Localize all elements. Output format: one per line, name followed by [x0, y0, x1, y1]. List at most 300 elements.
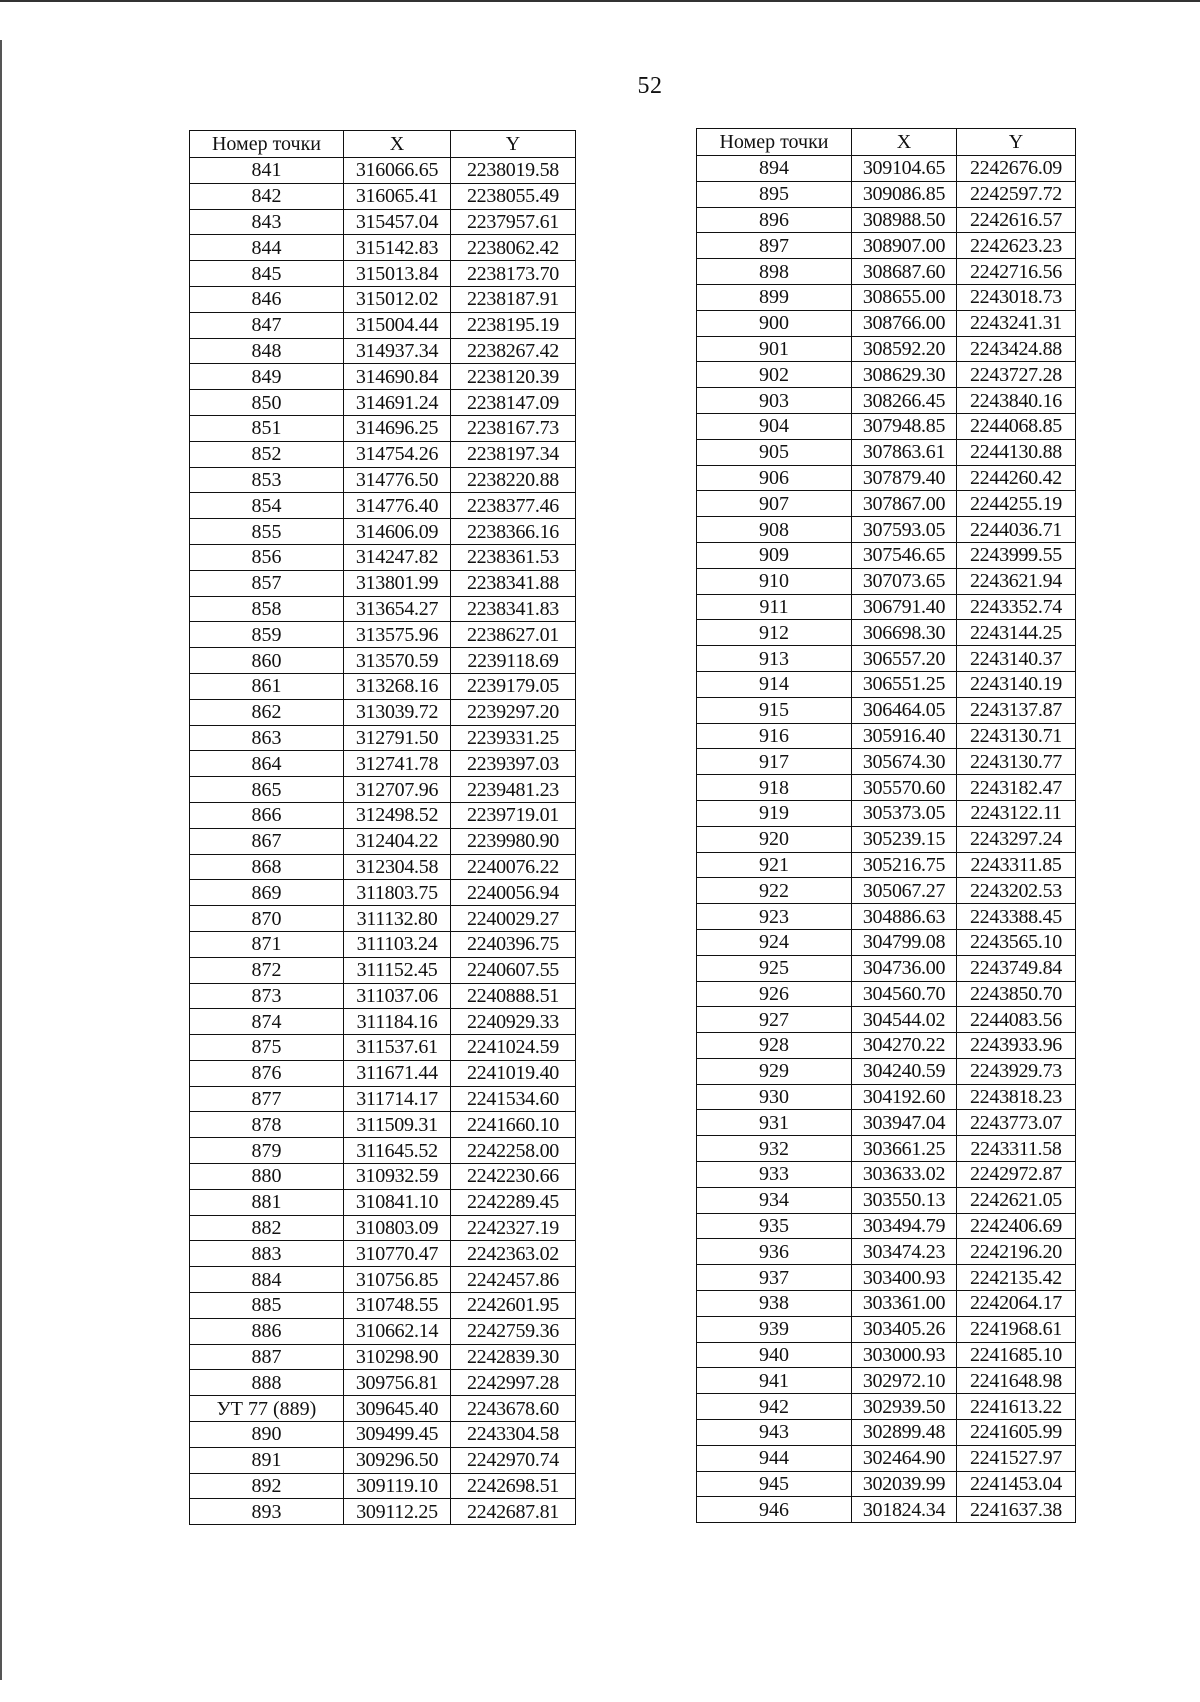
- cell-y: 2244036.71: [957, 517, 1076, 543]
- table-row: [190, 1293, 576, 1319]
- cell-x: 302464.90: [852, 1445, 957, 1471]
- cell-point-number: 941: [697, 1368, 852, 1394]
- cell-y: 2238173.70: [451, 261, 576, 287]
- table-row: [697, 1316, 1076, 1342]
- cell-y: 2238055.49: [451, 183, 576, 209]
- cell-point-number: 886: [190, 1318, 344, 1344]
- cell-y: 2238366.16: [451, 519, 576, 545]
- cell-x: 303661.25: [852, 1136, 957, 1162]
- table-row: [697, 1471, 1076, 1497]
- cell-point-number: 859: [190, 622, 344, 648]
- table-row: [190, 1086, 576, 1112]
- table-row: [697, 1213, 1076, 1239]
- cell-x: 305067.27: [852, 878, 957, 904]
- cell-point-number: 877: [190, 1086, 344, 1112]
- cell-y: 2242457.86: [451, 1267, 576, 1293]
- cell-x: 313570.59: [344, 648, 451, 674]
- cell-x: 307863.61: [852, 439, 957, 465]
- cell-point-number: 931: [697, 1110, 852, 1136]
- cell-y: 2243297.24: [957, 826, 1076, 852]
- cell-x: 315004.44: [344, 312, 451, 338]
- cell-point-number: 858: [190, 596, 344, 622]
- cell-y: 2242327.19: [451, 1215, 576, 1241]
- cell-x: 303947.04: [852, 1110, 957, 1136]
- cell-x: 310748.55: [344, 1293, 451, 1319]
- cell-x: 307593.05: [852, 517, 957, 543]
- cell-x: 304886.63: [852, 904, 957, 930]
- cell-x: 311184.16: [344, 1009, 451, 1035]
- cell-point-number: 905: [697, 439, 852, 465]
- header-point-number: Номер точки: [697, 129, 852, 156]
- cell-point-number: 907: [697, 491, 852, 517]
- cell-x: 311037.06: [344, 983, 451, 1009]
- cell-y: 2243130.77: [957, 749, 1076, 775]
- table-row: [697, 388, 1076, 414]
- cell-y: 2241527.97: [957, 1445, 1076, 1471]
- cell-x: 314776.40: [344, 493, 451, 519]
- cell-point-number: 876: [190, 1060, 344, 1086]
- cell-x: 303000.93: [852, 1342, 957, 1368]
- cell-x: 310298.90: [344, 1344, 451, 1370]
- scan-top-edge: [0, 0, 1200, 2]
- cell-point-number: 926: [697, 981, 852, 1007]
- page-number: 52: [637, 73, 663, 99]
- cell-point-number: 853: [190, 467, 344, 493]
- header-y: Y: [451, 131, 576, 158]
- cell-x: 309296.50: [344, 1447, 451, 1473]
- cell-y: 2242759.36: [451, 1318, 576, 1344]
- table-row: [697, 284, 1076, 310]
- cell-y: 2240888.51: [451, 983, 576, 1009]
- cell-y: 2243621.94: [957, 568, 1076, 594]
- cell-y: 2242621.05: [957, 1187, 1076, 1213]
- cell-x: 316065.41: [344, 183, 451, 209]
- cell-point-number: 852: [190, 441, 344, 467]
- cell-y: 2238120.39: [451, 364, 576, 390]
- cell-y: 2244255.19: [957, 491, 1076, 517]
- cell-point-number: 875: [190, 1035, 344, 1061]
- cell-x: 312498.52: [344, 802, 451, 828]
- table-row: [697, 517, 1076, 543]
- cell-x: 303405.26: [852, 1316, 957, 1342]
- table-row: [697, 929, 1076, 955]
- cell-point-number: 865: [190, 777, 344, 803]
- cell-x: 302972.10: [852, 1368, 957, 1394]
- table-row: [190, 1422, 576, 1448]
- cell-y: 2243241.31: [957, 310, 1076, 336]
- cell-y: 2243144.25: [957, 620, 1076, 646]
- cell-y: 2243311.85: [957, 852, 1076, 878]
- cell-x: 312741.78: [344, 751, 451, 777]
- table-row: [190, 1344, 576, 1370]
- cell-y: 2243388.45: [957, 904, 1076, 930]
- cell-x: 315013.84: [344, 261, 451, 287]
- cell-x: 309104.65: [852, 156, 957, 182]
- cell-point-number: 946: [697, 1497, 852, 1523]
- table-header-row: [697, 129, 1076, 156]
- table-row: [697, 1394, 1076, 1420]
- cell-y: 2238147.09: [451, 390, 576, 416]
- cell-y: 2242698.51: [451, 1473, 576, 1499]
- table-row: [697, 671, 1076, 697]
- table-row: [190, 828, 576, 854]
- cell-y: 2240056.94: [451, 880, 576, 906]
- table-row: [190, 931, 576, 957]
- table-row: [190, 1060, 576, 1086]
- table-row: [190, 1215, 576, 1241]
- cell-x: 314754.26: [344, 441, 451, 467]
- table-row: [190, 467, 576, 493]
- cell-y: 2242363.02: [451, 1241, 576, 1267]
- cell-y: 2242716.56: [957, 259, 1076, 285]
- cell-y: 2244130.88: [957, 439, 1076, 465]
- table-row: [190, 1396, 576, 1422]
- table-row: [190, 1241, 576, 1267]
- cell-y: 2239118.69: [451, 648, 576, 674]
- cell-x: 314606.09: [344, 519, 451, 545]
- cell-y: 2239980.90: [451, 828, 576, 854]
- cell-point-number: 916: [697, 723, 852, 749]
- cell-y: 2238341.88: [451, 570, 576, 596]
- cell-point-number: 930: [697, 1084, 852, 1110]
- cell-x: 306791.40: [852, 594, 957, 620]
- cell-x: 314247.82: [344, 544, 451, 570]
- cell-point-number: 911: [697, 594, 852, 620]
- cell-x: 304240.59: [852, 1058, 957, 1084]
- cell-x: 307879.40: [852, 465, 957, 491]
- cell-point-number: 898: [697, 259, 852, 285]
- table-row: [697, 259, 1076, 285]
- table-row: [697, 1265, 1076, 1291]
- cell-x: 314696.25: [344, 415, 451, 441]
- cell-y: 2243352.74: [957, 594, 1076, 620]
- table-row: [697, 852, 1076, 878]
- table-row: [190, 622, 576, 648]
- table-row: [190, 751, 576, 777]
- table-row: [190, 1035, 576, 1061]
- cell-y: 2240076.22: [451, 854, 576, 880]
- cell-x: 315457.04: [344, 209, 451, 235]
- table-row: [190, 1138, 576, 1164]
- cell-y: 2238167.73: [451, 415, 576, 441]
- cell-x: 313039.72: [344, 699, 451, 725]
- cell-x: 310841.10: [344, 1189, 451, 1215]
- cell-point-number: 851: [190, 415, 344, 441]
- table-row: [190, 802, 576, 828]
- cell-x: 307867.00: [852, 491, 957, 517]
- table-row: [190, 777, 576, 803]
- table-row: [697, 955, 1076, 981]
- table-row: [190, 957, 576, 983]
- table-row: [697, 1497, 1076, 1523]
- cell-point-number: 891: [190, 1447, 344, 1473]
- cell-x: 305216.75: [852, 852, 957, 878]
- cell-point-number: 894: [697, 156, 852, 182]
- cell-y: 2237957.61: [451, 209, 576, 235]
- cell-point-number: 855: [190, 519, 344, 545]
- cell-x: 314691.24: [344, 390, 451, 416]
- cell-point-number: 887: [190, 1344, 344, 1370]
- cell-y: 2242135.42: [957, 1265, 1076, 1291]
- cell-point-number: 919: [697, 800, 852, 826]
- table-row: [697, 1368, 1076, 1394]
- cell-x: 303474.23: [852, 1239, 957, 1265]
- cell-y: 2241637.38: [957, 1497, 1076, 1523]
- table-row: [190, 364, 576, 390]
- table-row: [190, 1009, 576, 1035]
- table-row: [190, 235, 576, 261]
- cell-point-number: 942: [697, 1394, 852, 1420]
- table-row: [190, 390, 576, 416]
- cell-point-number: 854: [190, 493, 344, 519]
- cell-x: 314937.34: [344, 338, 451, 364]
- table-row: [190, 183, 576, 209]
- cell-point-number: 935: [697, 1213, 852, 1239]
- cell-x: 304799.08: [852, 929, 957, 955]
- cell-point-number: 904: [697, 413, 852, 439]
- cell-x: 303550.13: [852, 1187, 957, 1213]
- cell-x: 311509.31: [344, 1112, 451, 1138]
- cell-point-number: 915: [697, 697, 852, 723]
- cell-x: 306551.25: [852, 671, 957, 697]
- cell-point-number: 897: [697, 233, 852, 259]
- cell-y: 2243182.47: [957, 775, 1076, 801]
- table-row: [190, 1318, 576, 1344]
- cell-point-number: 936: [697, 1239, 852, 1265]
- cell-y: 2241613.22: [957, 1394, 1076, 1420]
- table-row: [697, 1058, 1076, 1084]
- table-row: [190, 286, 576, 312]
- cell-y: 2241648.98: [957, 1368, 1076, 1394]
- cell-y: 2238187.91: [451, 286, 576, 312]
- cell-point-number: 922: [697, 878, 852, 904]
- cell-y: 2238062.42: [451, 235, 576, 261]
- cell-x: 313268.16: [344, 673, 451, 699]
- table-row: [697, 310, 1076, 336]
- cell-x: 305239.15: [852, 826, 957, 852]
- cell-y: 2238361.53: [451, 544, 576, 570]
- cell-x: 309756.81: [344, 1370, 451, 1396]
- table-row: [697, 207, 1076, 233]
- table-row: [697, 1187, 1076, 1213]
- cell-point-number: 867: [190, 828, 344, 854]
- table-row: [190, 699, 576, 725]
- cell-y: 2243933.96: [957, 1033, 1076, 1059]
- cell-y: 2241660.10: [451, 1112, 576, 1138]
- cell-x: 312404.22: [344, 828, 451, 854]
- cell-point-number: 892: [190, 1473, 344, 1499]
- cell-point-number: 893: [190, 1499, 344, 1525]
- cell-x: 309645.40: [344, 1396, 451, 1422]
- cell-y: 2242289.45: [451, 1189, 576, 1215]
- cell-y: 2241534.60: [451, 1086, 576, 1112]
- cell-y: 2242597.72: [957, 181, 1076, 207]
- table-row: [697, 181, 1076, 207]
- cell-point-number: 878: [190, 1112, 344, 1138]
- cell-y: 2243304.58: [451, 1422, 576, 1448]
- cell-y: 2238220.88: [451, 467, 576, 493]
- cell-point-number: 932: [697, 1136, 852, 1162]
- cell-point-number: 863: [190, 725, 344, 751]
- cell-x: 308655.00: [852, 284, 957, 310]
- cell-point-number: УТ 77 (889): [190, 1396, 344, 1422]
- cell-point-number: 885: [190, 1293, 344, 1319]
- table-row: [697, 1445, 1076, 1471]
- cell-x: 308766.00: [852, 310, 957, 336]
- table-row: [697, 233, 1076, 259]
- cell-y: 2243137.87: [957, 697, 1076, 723]
- header-x: X: [344, 131, 451, 158]
- cell-point-number: 908: [697, 517, 852, 543]
- cell-x: 311803.75: [344, 880, 451, 906]
- cell-x: 305916.40: [852, 723, 957, 749]
- cell-point-number: 882: [190, 1215, 344, 1241]
- table-row: [697, 1291, 1076, 1317]
- table-row: [697, 1084, 1076, 1110]
- table-row: [190, 906, 576, 932]
- table-row: [190, 570, 576, 596]
- cell-point-number: 901: [697, 336, 852, 362]
- cell-point-number: 842: [190, 183, 344, 209]
- cell-point-number: 900: [697, 310, 852, 336]
- cell-x: 313654.27: [344, 596, 451, 622]
- cell-y: 2242970.74: [451, 1447, 576, 1473]
- cell-point-number: 844: [190, 235, 344, 261]
- cell-point-number: 928: [697, 1033, 852, 1059]
- cell-x: 302899.48: [852, 1420, 957, 1446]
- cell-point-number: 872: [190, 957, 344, 983]
- cell-y: 2240607.55: [451, 957, 576, 983]
- table-row: [697, 1007, 1076, 1033]
- table-row: [190, 415, 576, 441]
- coordinates-table-right: [696, 128, 1076, 1523]
- cell-point-number: 895: [697, 181, 852, 207]
- table-row: [190, 880, 576, 906]
- cell-y: 2241453.04: [957, 1471, 1076, 1497]
- table-row: [697, 413, 1076, 439]
- cell-y: 2241019.40: [451, 1060, 576, 1086]
- cell-y: 2240929.33: [451, 1009, 576, 1035]
- cell-point-number: 856: [190, 544, 344, 570]
- cell-point-number: 871: [190, 931, 344, 957]
- cell-y: 2240396.75: [451, 931, 576, 957]
- cell-x: 311671.44: [344, 1060, 451, 1086]
- cell-x: 305674.30: [852, 749, 957, 775]
- cell-y: 2239331.25: [451, 725, 576, 751]
- cell-point-number: 850: [190, 390, 344, 416]
- cell-y: 2238377.46: [451, 493, 576, 519]
- table-row: [697, 800, 1076, 826]
- cell-y: 2243130.71: [957, 723, 1076, 749]
- cell-point-number: 902: [697, 362, 852, 388]
- cell-point-number: 909: [697, 542, 852, 568]
- cell-y: 2238267.42: [451, 338, 576, 364]
- cell-point-number: 869: [190, 880, 344, 906]
- cell-point-number: 939: [697, 1316, 852, 1342]
- cell-x: 314690.84: [344, 364, 451, 390]
- table-row: [697, 1110, 1076, 1136]
- table-row: [697, 723, 1076, 749]
- cell-y: 2238195.19: [451, 312, 576, 338]
- cell-x: 303400.93: [852, 1265, 957, 1291]
- cell-point-number: 879: [190, 1138, 344, 1164]
- table-row: [697, 336, 1076, 362]
- cell-point-number: 846: [190, 286, 344, 312]
- cell-x: 308907.00: [852, 233, 957, 259]
- cell-x: 312791.50: [344, 725, 451, 751]
- cell-x: 306698.30: [852, 620, 957, 646]
- coordinates-table-left: [189, 130, 576, 1525]
- cell-point-number: 849: [190, 364, 344, 390]
- table-body-left: [190, 158, 576, 1525]
- table-row: [190, 493, 576, 519]
- cell-x: 315142.83: [344, 235, 451, 261]
- cell-point-number: 927: [697, 1007, 852, 1033]
- cell-point-number: 917: [697, 749, 852, 775]
- cell-y: 2243773.07: [957, 1110, 1076, 1136]
- cell-y: 2242406.69: [957, 1213, 1076, 1239]
- cell-y: 2242687.81: [451, 1499, 576, 1525]
- cell-point-number: 841: [190, 158, 344, 184]
- cell-x: 309086.85: [852, 181, 957, 207]
- cell-x: 311714.17: [344, 1086, 451, 1112]
- table-row: [697, 568, 1076, 594]
- cell-point-number: 903: [697, 388, 852, 414]
- cell-x: 316066.65: [344, 158, 451, 184]
- table-row: [190, 648, 576, 674]
- cell-point-number: 923: [697, 904, 852, 930]
- table-row: [697, 1342, 1076, 1368]
- cell-x: 310770.47: [344, 1241, 451, 1267]
- header-x: X: [852, 129, 957, 156]
- table-row: [697, 362, 1076, 388]
- cell-x: 305373.05: [852, 800, 957, 826]
- cell-x: 315012.02: [344, 286, 451, 312]
- cell-y: 2242601.95: [451, 1293, 576, 1319]
- cell-point-number: 940: [697, 1342, 852, 1368]
- cell-point-number: 937: [697, 1265, 852, 1291]
- table-row: [190, 1499, 576, 1525]
- cell-x: 309112.25: [344, 1499, 451, 1525]
- cell-y: 2242623.23: [957, 233, 1076, 259]
- cell-x: 311152.45: [344, 957, 451, 983]
- cell-y: 2238627.01: [451, 622, 576, 648]
- cell-y: 2242839.30: [451, 1344, 576, 1370]
- cell-y: 2244260.42: [957, 465, 1076, 491]
- cell-point-number: 861: [190, 673, 344, 699]
- table-row: [190, 519, 576, 545]
- cell-point-number: 880: [190, 1164, 344, 1190]
- cell-y: 2243727.28: [957, 362, 1076, 388]
- cell-point-number: 870: [190, 906, 344, 932]
- cell-x: 307546.65: [852, 542, 957, 568]
- cell-x: 307073.65: [852, 568, 957, 594]
- cell-point-number: 883: [190, 1241, 344, 1267]
- cell-y: 2238019.58: [451, 158, 576, 184]
- table-row: [697, 620, 1076, 646]
- cell-y: 2243840.16: [957, 388, 1076, 414]
- table-row: [190, 1370, 576, 1396]
- scan-left-edge: [0, 40, 2, 1680]
- table-row: [190, 1164, 576, 1190]
- cell-x: 304270.22: [852, 1033, 957, 1059]
- header-point-number: Номер точки: [190, 131, 344, 158]
- cell-y: 2241024.59: [451, 1035, 576, 1061]
- cell-x: 310932.59: [344, 1164, 451, 1190]
- cell-y: 2242230.66: [451, 1164, 576, 1190]
- table-row: [697, 697, 1076, 723]
- cell-y: 2239397.03: [451, 751, 576, 777]
